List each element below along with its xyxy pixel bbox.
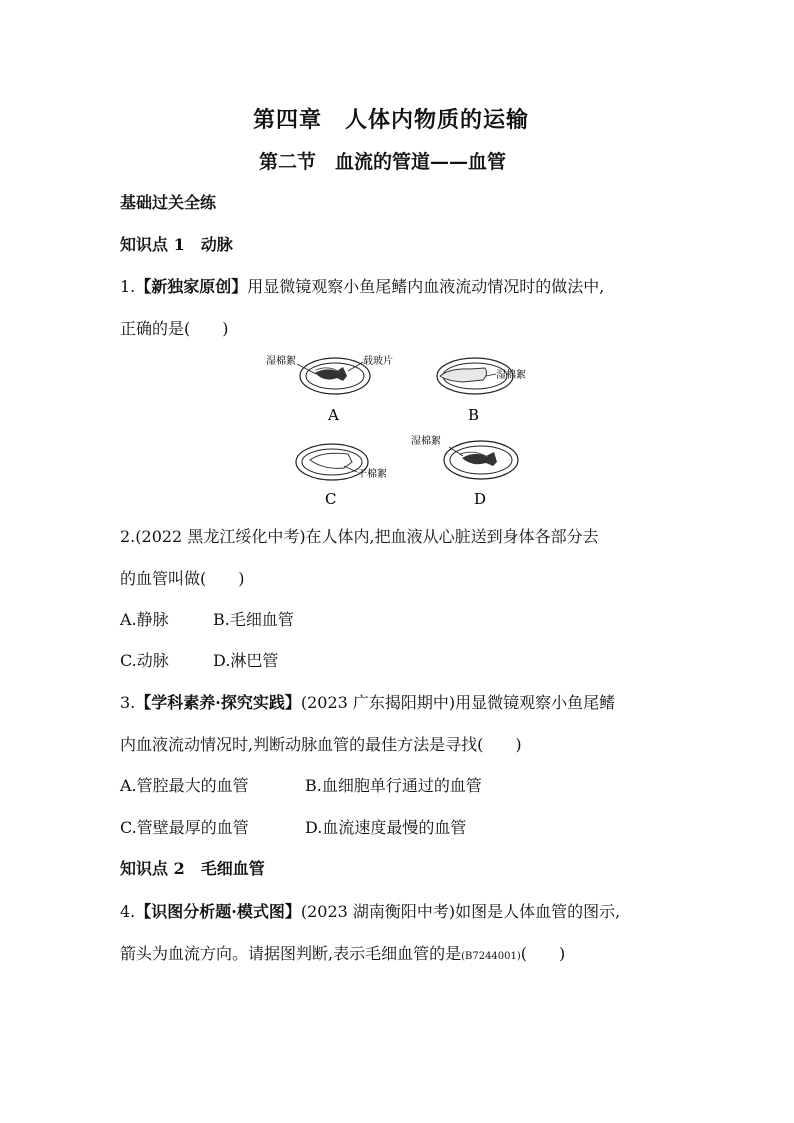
question-tag: 【学科素养·探究实践】 <box>135 693 301 712</box>
question-text: 箭头为血流方向。请据图判断,表示毛细血管的是 <box>120 944 462 963</box>
label-wet-cotton-a: 湿棉絮 <box>266 356 296 367</box>
question-number: 3. <box>120 693 136 712</box>
question-text: (2023 广东揭阳期中)用显微镜观察小鱼尾鳍 <box>300 693 616 712</box>
label-wet-cotton-d: 湿棉絮 <box>411 436 441 447</box>
question-1-line-2: 正确的是( ) <box>120 319 229 338</box>
question-3-option-a: A.管腔最大的血管 <box>120 776 249 795</box>
section-title: 第二节 血流的管道——血管 <box>259 151 507 173</box>
option-label-d: D <box>474 490 487 508</box>
question-text: 用显微镜观察小鱼尾鳍内血液流动情况时的做法中, <box>247 277 605 296</box>
dish-a <box>297 358 370 394</box>
question-3-line-2: 内血液流动情况时,判断动脉血管的最佳方法是寻找( ) <box>120 735 522 754</box>
option-label-b: B <box>468 406 480 424</box>
label-wet-cotton-b: 湿棉絮 <box>496 370 526 381</box>
question-3-option-d: D.血流速度最慢的血管 <box>305 818 467 837</box>
question-2-option-a: A.静脉 <box>120 610 169 629</box>
chapter-title: 第四章 人体内物质的运输 <box>253 107 530 133</box>
question-2-line-1: 2.(2022 黑龙江绥化中考)在人体内,把血液从心脏送到身体各部分去 <box>120 527 599 546</box>
question-number: 1. <box>120 277 136 296</box>
practice-heading: 基础过关全练 <box>120 193 217 212</box>
question-text: (2023 湖南衡阳中考)如图是人体血管的图示, <box>300 902 621 921</box>
question-4-line-1 <box>120 899 620 922</box>
option-label-a: A <box>328 406 339 424</box>
question-3-option-c: C.管壁最厚的血管 <box>120 818 249 837</box>
question-tag: 【识图分析题·模式图】 <box>135 902 301 921</box>
label-slide: 载玻片 <box>363 356 393 367</box>
question-number: 4. <box>120 902 136 921</box>
answer-blank: ( ) <box>520 944 566 963</box>
question-code: (B7244001) <box>461 951 521 962</box>
question-3-option-b: B.血细胞单行通过的血管 <box>305 776 482 795</box>
question-2-option-b: B.毛细血管 <box>213 610 294 629</box>
knowledge-point-2: 知识点 2 毛细血管 <box>120 859 265 878</box>
question-tag: 【新独家原创】 <box>135 277 248 296</box>
question-2-option-d: D.淋巴管 <box>213 651 279 670</box>
label-dry-cotton: 干棉絮 <box>357 469 387 480</box>
knowledge-point-1: 知识点 1 动脉 <box>120 235 233 254</box>
question-2-option-c: C.动脉 <box>120 651 169 670</box>
question-4-line-2 <box>120 941 565 964</box>
question-1-line-1 <box>120 274 604 297</box>
option-label-c: C <box>325 490 337 508</box>
question-3-line-1 <box>120 690 615 713</box>
question-2-line-2: 的血管叫做( ) <box>120 569 245 588</box>
dish-d <box>444 441 518 479</box>
petri-dish-figure <box>260 350 550 515</box>
